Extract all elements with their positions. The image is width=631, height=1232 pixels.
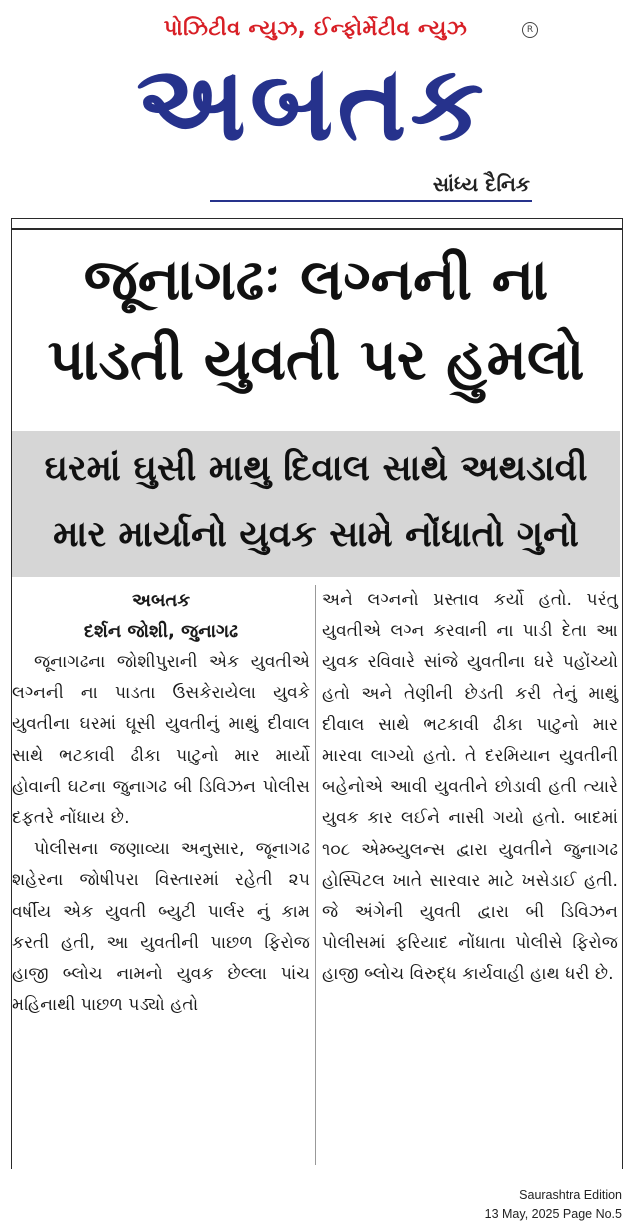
headline-line-1: જૂનાગઢઃ લગ્નની ના	[83, 247, 549, 313]
edition-date-page: 13 May, 2025 Page No.5	[484, 1207, 622, 1221]
headline-line-2: પાડતી યુવતી પર હુમલો	[47, 327, 585, 393]
article-headline	[12, 240, 620, 400]
byline-author: દર્શન જોશી, જુનાગઢ	[83, 621, 239, 642]
registered-mark-icon: R	[522, 22, 538, 38]
article-column-left	[12, 585, 310, 1021]
byline-source: અબતક	[131, 590, 191, 611]
column-divider	[315, 585, 316, 1165]
newspaper-logo: અબતક	[136, 44, 488, 162]
subhead-line-2: માર માર્યાનો યુવક સામે નોંધાતો ગુનો	[53, 514, 579, 555]
clipping-top-rule	[11, 228, 623, 230]
edition-info	[485, 1186, 622, 1224]
masthead-subtag: સાંધ્ય દૈનિક	[432, 172, 530, 196]
subhead-line-1: ઘરમાં ઘુસી માથુ દિવાલ સાથે અથડાવી	[44, 448, 588, 489]
article-paragraph-3: અને લગ્નનો પ્રસ્તાવ કર્યો હતો. પરંતુ યુવતીએ લગ્ન કરવાની ના પાડી દેતા આ યુવક રવિવારે સાંજે યુવતીના ઘરે પહોંચ્યો હતો અને તેણીની છેડતી કરી તેનું માથું દીવાલ સાથે ભટકાવી ઢીકા પાટુનો માર મારવા લાગ્યો હતો. તે દરમિયાન યુવતીની બહેનોએ આવી યુવતીને છોડાવી હતી ત્યારે યુવક કાર લઈને નાસી ગયો હતો. બાદમાં ૧૦૮ એમ્બ્યુલન્સ દ્વારા યુવતીને જુનાગઢ હોસ્પિટલ ખાતે સારવાર માટે ખસેડાઈ હતી. જે અંગેની યુવતી દ્વારા બી ડિવિઝન પોલીસમાં ફરિયાદ નોંધાતા પોલીસે ફિરોજ હાજી બ્લોચ વિરુદ્ધ કાર્યવાહી હાથ ધરી છે.	[322, 590, 618, 985]
masthead-tagline: પોઝિટીવ ન્યુઝ, ઈન્ફોર્મેટીવ ન્યુઝ	[163, 16, 468, 40]
edition-name: Saurashtra Edition	[519, 1188, 622, 1202]
masthead	[0, 0, 631, 210]
article-column-right	[322, 585, 618, 991]
article-paragraph-2: પોલીસના જણાવ્યા અનુસાર, જૂનાગઢ શહેરના જોષીપરા વિસ્તારમાં રહેતી ૨૫ વર્ષીય એક યુવતી બ્યુટી પાર્લર નું કામ કરતી હતી, આ યુવતીની પાછળ ફિરોજ હાજી બ્લોચ નામનો યુવક છેલ્લા પાંચ મહિનાથી પાછળ પડ્યો હતો	[12, 839, 310, 1016]
masthead-rule	[210, 200, 532, 202]
article-paragraph-1: જૂનાગઢના જોશીપુરાની એક યુવતીએ લગ્નની ના પાડતા ઉસકેરાયેલા યુવકે યુવતીના ઘરમાં ઘૂસી યુવતીનું માથું દીવાલ સાથે ભટકાવી ઢીકા પાટુનો માર માર્યો હોવાની ઘટના જુનાગઢ બી ડિવિઝન પોલીસ દફતરે નોંધાય છે.	[12, 652, 310, 829]
article-subhead	[12, 436, 620, 568]
